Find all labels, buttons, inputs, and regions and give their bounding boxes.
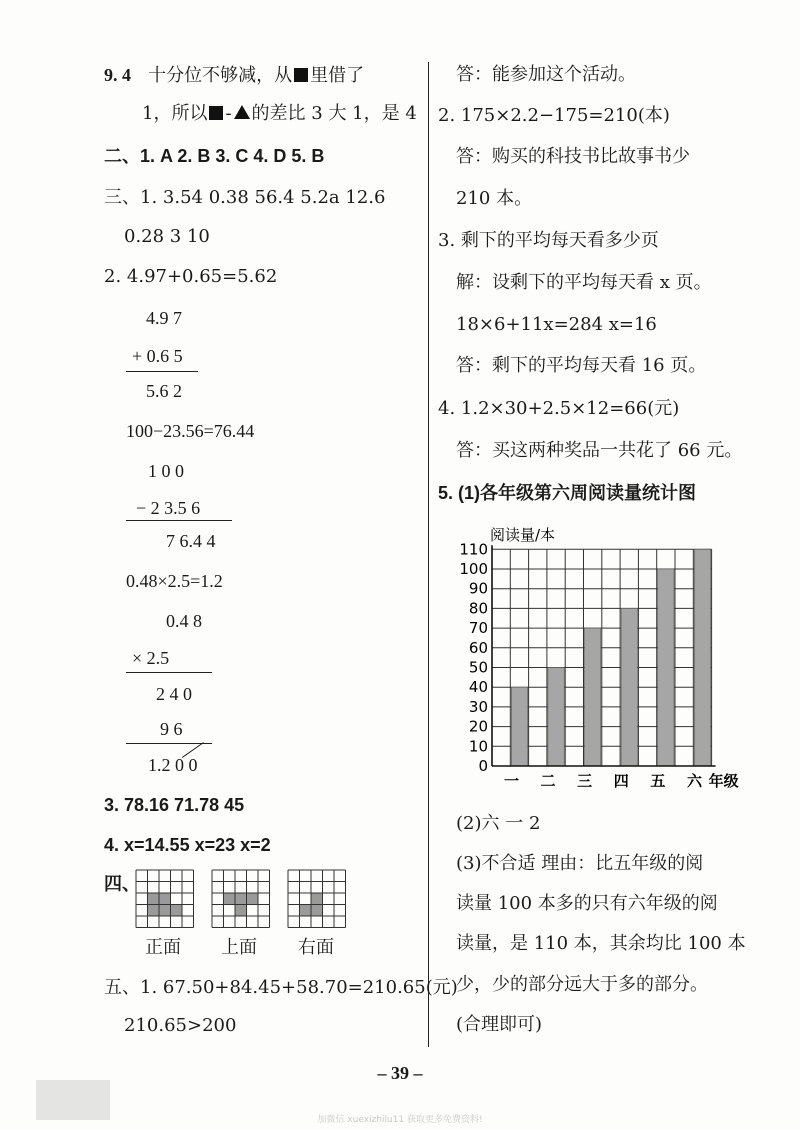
page-number: – 39 – <box>377 1063 423 1083</box>
q3-answers: 3. 78.16 71.78 45 <box>104 795 245 815</box>
y-tick-label: 50 <box>468 658 488 677</box>
bar-grade-2 <box>548 668 564 767</box>
y-tick-label: 110 <box>459 540 488 559</box>
vertical-sub-rule <box>126 520 232 521</box>
equation-2: 100−23.56=76.44 <box>126 421 255 441</box>
x-tick-label: 四 <box>613 772 629 790</box>
right-view-grid <box>288 870 346 928</box>
right-q3: 3. 剩下的平均每天看多少页 <box>438 230 659 251</box>
y-tick-label: 100 <box>459 560 488 578</box>
chart-ylabel: 阅读量/本 <box>490 526 556 544</box>
shaded-cell <box>224 893 236 905</box>
x-tick-label: 一 <box>503 772 519 790</box>
bar-grade-4 <box>621 608 637 766</box>
answer-2-line-2: 210 本。 <box>456 188 533 209</box>
shaded-cell <box>247 893 259 905</box>
shaded-cell <box>235 905 247 917</box>
right-q3-solution: 解：设剩下的平均每天看 x 页。 <box>456 272 712 293</box>
vertical-mul-rule-1 <box>126 672 212 673</box>
q9-text-d: 的差比 3 大 1，是 4 <box>251 103 417 124</box>
bar-chart <box>446 518 746 793</box>
y-tick-label: 60 <box>468 638 488 657</box>
q9-line-2 <box>142 103 417 125</box>
vertical-mul-result: 1.2 0 0 <box>148 755 198 775</box>
q9-number: 9. 4 <box>104 65 131 85</box>
right-q5-title: 5. (1)各年级第六周阅读量统计图 <box>438 483 697 503</box>
right-q5-part2: (2)六 一 2 <box>456 813 541 834</box>
vertical-mul-row-3: 2 4 0 <box>156 684 192 704</box>
right-q4: 4. 1.2×30+2.5×12=66(元) <box>438 398 680 419</box>
shaded-cell <box>171 905 183 917</box>
square-symbol-icon <box>209 106 223 120</box>
shaded-cell <box>235 893 247 905</box>
section-5-line-1: 五、1. 67.50+84.45+58.70=210.65(元) <box>104 977 458 998</box>
q9-minus: - <box>225 103 232 124</box>
right-q3-answer: 答：剩下的平均每天看 16 页。 <box>456 355 707 376</box>
vertical-add-row-1: 4.9 7 <box>146 308 182 328</box>
y-tick-label: 70 <box>468 619 488 638</box>
answer-1: 答：能参加这个活动。 <box>456 64 636 85</box>
vertical-sub-row-1: 1 0 0 <box>148 461 184 481</box>
vertical-add-rule <box>126 371 198 372</box>
q9-line-1 <box>104 64 364 87</box>
vertical-add-result: 5.6 2 <box>146 381 182 401</box>
section-5-line-2: 210.65>200 <box>124 1015 237 1036</box>
vertical-sub-row-2: − 2 3.5 6 <box>136 498 201 518</box>
right-q5-part3-line-1: (3)不合适 理由：比五年级的阅 <box>456 853 704 874</box>
y-tick-label: 20 <box>468 717 488 736</box>
vertical-mul-row-2: × 2.5 <box>132 648 170 668</box>
q2-equation-1: 2. 4.97+0.65=5.62 <box>104 266 278 287</box>
x-tick-label: 三 <box>577 772 593 790</box>
bar-grade-3 <box>585 628 601 766</box>
right-q5-part3-line-4: 少，少的部分远大于多的部分。 <box>456 974 708 995</box>
right-q5-part3-line-3: 读量，是 110 本，其余均比 100 本 <box>456 933 746 954</box>
right-q2: 2. 175×2.2−175=210(本) <box>438 105 670 126</box>
q9-text-b: 里借了 <box>310 65 365 86</box>
column-divider <box>428 62 429 1047</box>
right-q5-part3-line-2: 读量 100 本多的只有六年级的阅 <box>456 893 718 914</box>
vertical-sub-result: 7 6.4 4 <box>166 531 216 551</box>
shaded-cell <box>148 905 160 917</box>
shaded-cell <box>148 893 160 905</box>
shaded-cell <box>159 893 171 905</box>
vertical-mul-row-1: 0.4 8 <box>166 611 202 631</box>
shaded-cell <box>311 893 323 905</box>
section-3-line-1: 三、1. 3.54 0.38 56.4 5.2a 12.6 <box>104 187 386 208</box>
front-view-label: 正面 <box>145 937 181 958</box>
x-tick-label: 五 <box>650 772 666 790</box>
x-tick-label: 六 <box>686 772 702 790</box>
y-tick-label: 10 <box>468 737 488 756</box>
bar-grade-6 <box>694 549 710 766</box>
y-tick-label: 40 <box>468 678 488 697</box>
y-tick-label: 80 <box>468 599 488 618</box>
bar-grade-1 <box>511 687 527 766</box>
vertical-mul-row-4: 9 6 <box>160 719 183 739</box>
watermark-text: 加微信 xuexizhilu11 获取更多免费资料! <box>317 1115 483 1125</box>
y-tick-label: 90 <box>468 579 488 598</box>
right-q5-part3-line-5: (合理即可) <box>456 1014 543 1035</box>
right-q4-answer: 答：买这两种奖品一共花了 66 元。 <box>456 440 743 461</box>
right-view-label: 右面 <box>298 937 334 958</box>
q9-text-c: 1，所以 <box>142 103 208 124</box>
chart-xlabel: 年级 <box>708 772 739 790</box>
q9-text-a: 十分位不够减，从 <box>148 65 293 86</box>
section-2-answers: 二、1. A 2. B 3. C 4. D 5. B <box>104 146 325 166</box>
x-tick-label: 二 <box>540 772 556 790</box>
answer-2-line-1: 答：购买的科技书比故事书少 <box>456 146 690 167</box>
equation-3: 0.48×2.5=1.2 <box>126 571 223 591</box>
three-views-figure <box>132 868 352 932</box>
front-view-grid <box>136 870 194 928</box>
y-tick-label: 0 <box>478 757 488 775</box>
shaded-cell <box>300 905 312 917</box>
q4-answers: 4. x=14.55 x=23 x=2 <box>104 835 271 855</box>
y-tick-label: 30 <box>468 697 488 716</box>
top-view-label: 上面 <box>221 937 257 958</box>
top-view-grid <box>212 870 270 928</box>
triangle-symbol-icon <box>234 105 250 119</box>
shaded-cell <box>159 905 171 917</box>
section-3-line-2: 0.28 3 10 <box>124 226 210 247</box>
bar-grade-5 <box>658 569 674 766</box>
square-symbol-icon <box>294 68 308 82</box>
shaded-cell <box>311 905 323 917</box>
vertical-add-row-2: + 0.6 5 <box>132 346 183 366</box>
right-q3-equation: 18×6+11x=284 x=16 <box>456 314 657 335</box>
section-4-label: 四、 <box>104 874 140 894</box>
